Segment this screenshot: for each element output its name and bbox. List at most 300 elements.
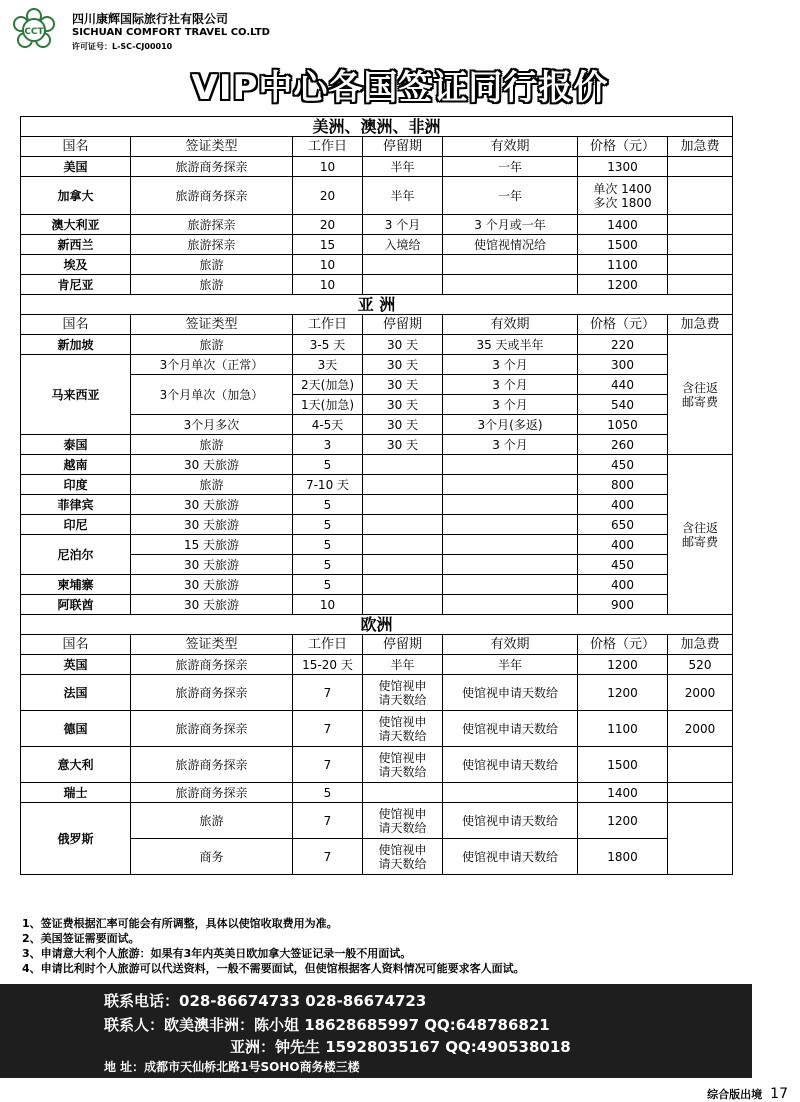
table-cell — [443, 435, 578, 455]
cell-text: 亚 洲 — [357, 294, 396, 314]
table-row — [21, 157, 733, 177]
country-cell — [21, 783, 131, 803]
note-4: 4、申请比利时个人旅游可以代送资料，一般不需要面试，但使馆根据客人资料情况可能要求客人面试。 — [22, 962, 525, 975]
table-cell — [443, 515, 578, 535]
cell-text: 2000 — [684, 685, 716, 700]
cell-text: 520 — [688, 657, 712, 672]
table-cell — [293, 839, 363, 875]
column-header — [131, 635, 293, 655]
cell-text: 3个月(多返) — [477, 417, 543, 432]
cell-line: 邮寄费 — [682, 394, 719, 409]
section-row — [21, 117, 733, 137]
cell-text: 30 天 — [386, 437, 419, 452]
cell-text: 一年 — [497, 159, 522, 174]
price-cell — [578, 355, 668, 375]
cell-text: 加急费 — [680, 636, 720, 652]
table-cell — [293, 415, 363, 435]
cell-text: 5 — [323, 517, 332, 532]
table-cell — [131, 157, 293, 177]
cell-text: 旅游商务探亲 — [175, 785, 248, 800]
table-cell — [293, 803, 363, 839]
column-header — [578, 635, 668, 655]
country-cell — [21, 747, 131, 783]
cell-line: 请天数给 — [378, 728, 427, 743]
column-header-row — [21, 635, 733, 655]
cell-text: 2000 — [684, 721, 716, 736]
cell-text: 5 — [323, 497, 332, 512]
table-row — [21, 655, 733, 675]
section-row — [21, 295, 733, 315]
cell-text: 泰国 — [63, 437, 88, 452]
cell-text: 1400 — [607, 785, 638, 800]
table-cell — [131, 235, 293, 255]
cell-text: 埃及 — [63, 257, 88, 272]
table-row — [21, 575, 733, 595]
cell-text: 工作日 — [307, 316, 347, 332]
cell-text: 400 — [611, 537, 634, 552]
cell-line: 使馆视申 — [378, 750, 427, 765]
table-cell — [293, 535, 363, 555]
cell-text: 220 — [611, 337, 634, 352]
table-cell — [668, 275, 733, 295]
cell-line: 邮寄费 — [682, 534, 719, 549]
table-cell — [293, 375, 363, 395]
table-cell — [131, 515, 293, 535]
country-cell — [21, 177, 131, 215]
cell-text: 商务 — [199, 849, 224, 864]
table-cell — [443, 575, 578, 595]
cell-text: 2天(加急) — [301, 377, 354, 392]
cell-text: 540 — [611, 397, 634, 412]
price-cell — [578, 747, 668, 783]
price-cell — [578, 157, 668, 177]
license-number: 许可证号：L-SC-CJ00010 — [72, 42, 173, 51]
cell-text: 旅游商务探亲 — [175, 657, 248, 672]
column-header — [668, 315, 733, 335]
section-row — [21, 615, 733, 635]
cell-line: 单次 1400 — [593, 181, 652, 196]
table-cell — [363, 157, 443, 177]
cell-text: 5 — [323, 785, 332, 800]
table-cell — [443, 495, 578, 515]
table-cell — [131, 803, 293, 839]
cell-text: 3 个月或一年 — [474, 217, 546, 232]
price-cell — [578, 475, 668, 495]
cell-text: 20 — [319, 217, 336, 232]
country-cell — [21, 255, 131, 275]
table-cell — [131, 355, 293, 375]
table-cell — [131, 375, 293, 415]
cell-text: 300 — [611, 357, 634, 372]
column-header-row — [21, 315, 733, 335]
cell-text: 印度 — [63, 477, 88, 492]
cell-text: 400 — [611, 497, 634, 512]
table-row — [21, 535, 733, 555]
cell-text: 1050 — [607, 417, 638, 432]
table-cell — [668, 655, 733, 675]
table-cell — [363, 415, 443, 435]
table-cell — [668, 803, 733, 875]
table-cell — [363, 803, 443, 839]
cell-text: 400 — [611, 577, 634, 592]
cell-text: 30 天旅游 — [183, 457, 240, 472]
table-cell — [293, 157, 363, 177]
cell-text: 旅游商务探亲 — [175, 721, 248, 736]
table-row — [21, 595, 733, 615]
table-cell — [131, 783, 293, 803]
table-cell — [293, 475, 363, 495]
table-cell — [131, 675, 293, 711]
cell-text: 1800 — [607, 849, 638, 864]
country-cell — [21, 711, 131, 747]
company-info — [72, 12, 270, 54]
cell-text: 使馆视申请天数给 — [461, 813, 558, 828]
table-cell — [363, 839, 443, 875]
cell-text: 价格（元） — [589, 138, 655, 154]
cell-text: 1100 — [607, 721, 638, 736]
price-cell — [578, 535, 668, 555]
cell-text: 30 天旅游 — [183, 497, 240, 512]
table-cell — [443, 455, 578, 475]
table-cell — [131, 595, 293, 615]
cell-text: 3 个月 — [492, 397, 528, 412]
table-cell — [131, 255, 293, 275]
cell-text: 旅游 — [199, 277, 224, 292]
cell-text: 1500 — [607, 237, 638, 252]
column-header — [443, 635, 578, 655]
cell-text: 价格（元） — [589, 316, 655, 332]
table-cell — [131, 275, 293, 295]
cell-text: 美国 — [63, 159, 88, 174]
table-cell — [363, 747, 443, 783]
table-row — [21, 711, 733, 747]
price-cell — [578, 575, 668, 595]
table-cell — [443, 355, 578, 375]
cell-text: 30 天旅游 — [183, 517, 240, 532]
table-cell — [668, 235, 733, 255]
contact-asia: 亚洲：钟先生 15928035167 QQ:490538018 — [230, 1038, 571, 1056]
table-cell — [443, 783, 578, 803]
country-cell — [21, 355, 131, 435]
cell-text: 900 — [611, 597, 634, 612]
cell-text: 1200 — [607, 685, 638, 700]
table-cell — [293, 675, 363, 711]
cell-text: 5 — [323, 577, 332, 592]
table-row — [21, 475, 733, 495]
table-cell — [131, 335, 293, 355]
price-cell — [578, 435, 668, 455]
cell-text: 停留期 — [382, 316, 422, 332]
cell-text: 欧洲 — [360, 614, 393, 634]
cell-text: 使馆视申请天数给 — [461, 757, 558, 772]
page-title: VIP中心各国签证同行报价 — [191, 68, 609, 108]
table-cell — [363, 495, 443, 515]
column-header — [21, 137, 131, 157]
cell-text: 半年 — [390, 159, 415, 174]
cell-text: 3 个月 — [384, 217, 421, 232]
cell-text: 有效期 — [490, 316, 530, 332]
country-cell — [21, 535, 131, 575]
section-title — [21, 117, 733, 137]
cell-text: 新西兰 — [57, 237, 94, 252]
cell-text: 瑞士 — [63, 785, 88, 800]
table-cell — [131, 711, 293, 747]
price-cell — [578, 415, 668, 435]
price-cell — [578, 839, 668, 875]
cell-text: 使馆视申请天数给 — [461, 721, 558, 736]
table-cell — [443, 415, 578, 435]
cell-text: 30 天 — [386, 357, 419, 372]
column-header — [21, 315, 131, 335]
table-cell — [443, 275, 578, 295]
rush-note — [668, 455, 733, 615]
table-cell — [131, 177, 293, 215]
column-header — [668, 635, 733, 655]
cell-text: 加急费 — [680, 138, 720, 154]
cell-text: 7-10 天 — [305, 477, 350, 492]
price-cell — [578, 235, 668, 255]
table-cell — [443, 803, 578, 839]
column-header — [668, 137, 733, 157]
cell-text: 35 天或半年 — [476, 337, 544, 352]
price-cell — [578, 555, 668, 575]
table-cell — [443, 177, 578, 215]
cell-text: 3-5 天 — [309, 337, 346, 352]
country-cell — [21, 803, 131, 875]
table-cell — [131, 747, 293, 783]
table-cell — [131, 655, 293, 675]
cell-text: 有效期 — [490, 138, 530, 154]
cell-line: 请天数给 — [378, 820, 427, 835]
column-header-row — [21, 137, 733, 157]
table-cell — [293, 655, 363, 675]
table-cell — [443, 655, 578, 675]
cell-line: 使馆视申 — [378, 714, 427, 729]
note-2: 2、美国签证需要面试。 — [22, 932, 140, 945]
page-label: 综合版出境 — [707, 1088, 763, 1101]
column-header — [363, 635, 443, 655]
price-cell — [578, 255, 668, 275]
note-3: 3、申请意大利个人旅游：如果有3年内英美日欧加拿大签证记录一般不用面试。 — [22, 947, 412, 960]
cell-text: 入境给 — [384, 237, 421, 252]
cell-text: 印尼 — [63, 517, 88, 532]
cell-text: 3个月多次 — [183, 417, 240, 432]
cell-text: 7 — [323, 813, 332, 828]
cell-text: 4-5天 — [311, 417, 344, 432]
cell-text: 3天 — [317, 357, 338, 372]
table-row — [21, 747, 733, 783]
cell-text: 3 — [323, 437, 332, 452]
table-cell — [363, 595, 443, 615]
cell-text: 半年 — [390, 188, 415, 203]
price-cell — [578, 655, 668, 675]
table-cell — [363, 395, 443, 415]
cell-text: 菲律宾 — [57, 497, 94, 512]
table-cell — [293, 335, 363, 355]
country-cell — [21, 675, 131, 711]
table-cell — [668, 255, 733, 275]
column-header — [293, 635, 363, 655]
table-cell — [131, 435, 293, 455]
cell-text: 加拿大 — [57, 188, 94, 203]
cell-text: 7 — [323, 849, 332, 864]
table-cell — [363, 675, 443, 711]
contact-americas: 联系人：欧美澳非洲：陈小姐 18628685997 QQ:648786821 — [104, 1016, 550, 1034]
cell-text: 旅游 — [199, 813, 224, 828]
country-cell — [21, 215, 131, 235]
cell-text: 尼泊尔 — [57, 547, 94, 562]
table-cell — [668, 177, 733, 215]
table-cell — [293, 747, 363, 783]
table-cell — [363, 215, 443, 235]
cell-line: 多次 1800 — [593, 195, 652, 210]
cell-text: 阿联酋 — [57, 597, 94, 612]
cell-text: 一年 — [497, 188, 522, 203]
cell-text: 法国 — [63, 685, 88, 700]
table-cell — [363, 255, 443, 275]
cell-text: 使馆视情况给 — [473, 237, 546, 252]
table-cell — [363, 177, 443, 215]
table-row — [21, 515, 733, 535]
cell-line: 半年 — [390, 657, 415, 672]
cell-line: 请天数给 — [378, 692, 427, 707]
table-cell — [443, 839, 578, 875]
price-cell — [578, 495, 668, 515]
note-1: 1、签证费根据汇率可能会有所调整，具体以使馆收取费用为准。 — [22, 917, 338, 930]
table-cell — [443, 555, 578, 575]
cell-text: 10 — [319, 597, 336, 612]
cell-text: 3 个月 — [492, 377, 528, 392]
header — [8, 6, 792, 62]
cell-text: 旅游 — [199, 337, 224, 352]
table-cell — [131, 215, 293, 235]
cell-text: 签证类型 — [185, 138, 238, 154]
cell-text: 15 天旅游 — [183, 537, 240, 552]
visa-price-table — [20, 116, 733, 875]
cell-text: 旅游探亲 — [187, 217, 236, 232]
column-header — [363, 137, 443, 157]
cell-text: 3个月单次（加急） — [159, 387, 264, 402]
table-row — [21, 435, 733, 455]
table-cell — [443, 711, 578, 747]
table-cell — [668, 215, 733, 235]
cell-text: 俄罗斯 — [57, 831, 94, 846]
table-cell — [293, 783, 363, 803]
table-row — [21, 255, 733, 275]
table-cell — [293, 355, 363, 375]
table-cell — [131, 839, 293, 875]
country-cell — [21, 515, 131, 535]
cell-text: 450 — [611, 557, 634, 572]
table-cell — [293, 275, 363, 295]
table-cell — [293, 555, 363, 575]
cell-text: 马来西亚 — [51, 387, 100, 402]
company-name-en: SICHUAN COMFORT TRAVEL CO.LTD — [72, 27, 270, 38]
cell-line: 含往返 — [682, 520, 719, 535]
cell-text: 15 — [319, 237, 336, 252]
country-cell — [21, 655, 131, 675]
price-cell — [578, 675, 668, 711]
table-cell — [293, 515, 363, 535]
column-header — [21, 635, 131, 655]
table-cell — [131, 575, 293, 595]
cell-text: 新加坡 — [57, 337, 94, 352]
table-row — [21, 215, 733, 235]
cell-text: 10 — [319, 159, 336, 174]
column-header — [131, 315, 293, 335]
cell-text: 旅游商务探亲 — [175, 685, 248, 700]
table-row — [21, 803, 733, 839]
rush-note — [668, 335, 733, 455]
table-cell — [363, 711, 443, 747]
cell-text: 德国 — [63, 721, 88, 736]
country-cell — [21, 335, 131, 355]
price-cell — [578, 515, 668, 535]
price-cell — [578, 215, 668, 235]
table-cell — [293, 435, 363, 455]
table-cell — [443, 335, 578, 355]
price-cell — [578, 177, 668, 215]
cell-text: 650 — [611, 517, 634, 532]
cell-text: 1天(加急) — [301, 397, 354, 412]
table-cell — [293, 711, 363, 747]
table-cell — [443, 375, 578, 395]
cell-text: 使馆视申请天数给 — [461, 849, 558, 864]
table-cell — [293, 215, 363, 235]
country-cell — [21, 157, 131, 177]
table-cell — [443, 595, 578, 615]
cell-text: 7 — [323, 757, 332, 772]
country-cell — [21, 455, 131, 475]
column-header — [131, 137, 293, 157]
cell-text: 国名 — [62, 636, 89, 652]
table-cell — [293, 455, 363, 475]
table-cell — [293, 595, 363, 615]
table-cell — [293, 235, 363, 255]
cell-text: 5 — [323, 457, 332, 472]
table-cell — [443, 157, 578, 177]
table-cell — [131, 475, 293, 495]
cell-line: 使馆视申 — [378, 806, 427, 821]
column-header — [578, 315, 668, 335]
cell-text: 签证类型 — [185, 636, 238, 652]
table-cell — [363, 535, 443, 555]
price-cell — [578, 455, 668, 475]
price-cell — [578, 803, 668, 839]
logo-text: CCT — [24, 27, 44, 37]
cell-text: 30 天旅游 — [183, 597, 240, 612]
column-header — [293, 315, 363, 335]
country-cell — [21, 595, 131, 615]
company-logo — [12, 8, 56, 52]
section-title — [21, 615, 733, 635]
table-cell — [668, 675, 733, 711]
cell-line: 请天数给 — [378, 764, 427, 779]
table-cell — [363, 515, 443, 535]
cell-text: 旅游探亲 — [187, 237, 236, 252]
cell-text: 30 天 — [386, 377, 419, 392]
table-row — [21, 783, 733, 803]
table-cell — [293, 575, 363, 595]
table-cell — [293, 495, 363, 515]
contact-phone: 联系电话：028-86674733 028-86674723 — [104, 992, 427, 1010]
cell-text: 1200 — [607, 813, 638, 828]
cell-text: 旅游商务探亲 — [175, 159, 248, 174]
cell-text: 柬埔寨 — [57, 577, 94, 592]
cell-text: 30 天旅游 — [183, 577, 240, 592]
column-header — [363, 315, 443, 335]
table-cell — [293, 395, 363, 415]
